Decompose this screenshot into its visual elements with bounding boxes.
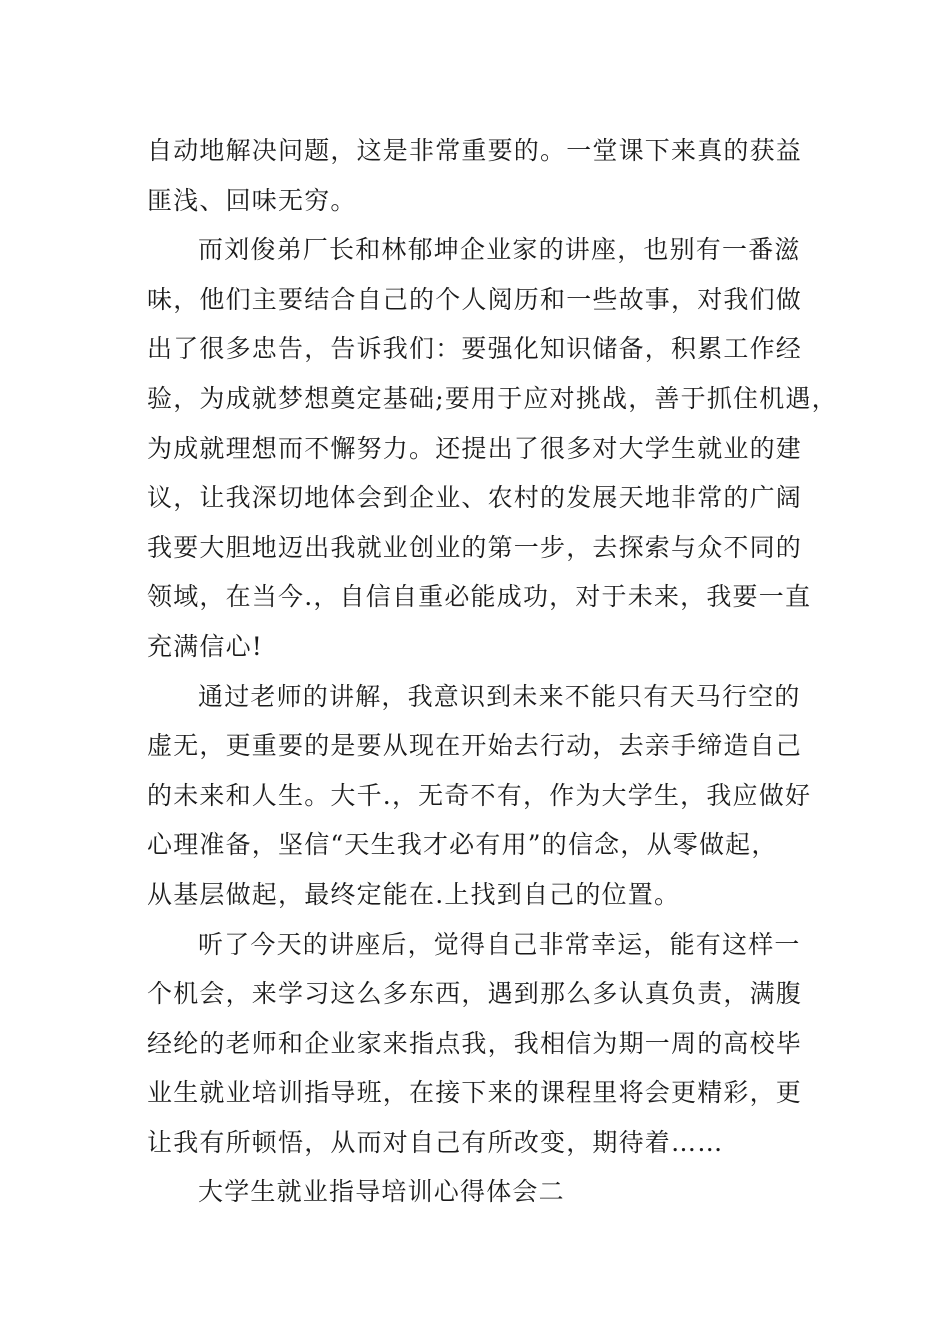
text-line: 心理准备，坚信“天生我才必有用”的信念，从零做起， <box>147 830 778 860</box>
text-line: 自动地解决问题，这是非常重要的。一堂课下来真的获益 <box>147 136 803 165</box>
text-line: 味，他们主要结合自己的个人阅历和一些故事，对我们做 <box>147 284 803 314</box>
text-line: 经纶的老师和企业家来指点我，我相信为期一周的高校毕 <box>147 1028 803 1058</box>
paragraph-first-line: 而刘俊弟厂长和林郁坤企业家的讲座，也别有一番滋 <box>198 235 801 265</box>
text-line: 虚无，更重要的是要从现在开始去行动，去亲手缔造自己 <box>147 731 803 761</box>
text-line: 出了很多忠告，告诉我们：要强化知识储备，积累工作经 <box>147 334 803 364</box>
text-line: 从基层做起，最终定能在.上找到自己的位置。 <box>147 879 681 909</box>
text-line: 充满信心! <box>147 631 264 661</box>
paragraph-first-line: 通过老师的讲解，我意识到未来不能只有天马行空的 <box>198 681 801 711</box>
paragraph-first-line: 听了今天的讲座后，觉得自己非常幸运，能有这样一 <box>198 929 801 959</box>
text-line: 的未来和人生。大千.，无奇不有，作为大学生，我应做好 <box>147 780 812 810</box>
text-line: 个机会，来学习这么多东西，遇到那么多认真负责，满腹 <box>147 979 803 1009</box>
text-line: 领域，在当今.，自信自重必能成功，对于未来，我要一直 <box>147 582 812 612</box>
text-line: 议，让我深切地体会到企业、农村的发展天地非常的广阔 <box>147 483 803 513</box>
text-line: 让我有所顿悟，从而对自己有所改变，期待着…… <box>147 1127 724 1157</box>
text-line: 业生就业培训指导班，在接下来的课程里将会更精彩，更 <box>147 1078 803 1108</box>
text-line: 验，为成就梦想奠定基础;要用于应对挑战，善于抓住机遇， <box>147 383 838 413</box>
text-line: 我要大胆地迈出我就业创业的第一步，去探索与众不同的 <box>147 532 803 562</box>
document-body <box>147 126 838 1217</box>
section-heading: 大学生就业指导培训心得体会二 <box>198 1177 565 1207</box>
text-line: 为成就理想而不懈努力。还提出了很多对大学生就业的建 <box>147 433 803 463</box>
text-line: 匪浅、回味无穷。 <box>147 185 357 215</box>
